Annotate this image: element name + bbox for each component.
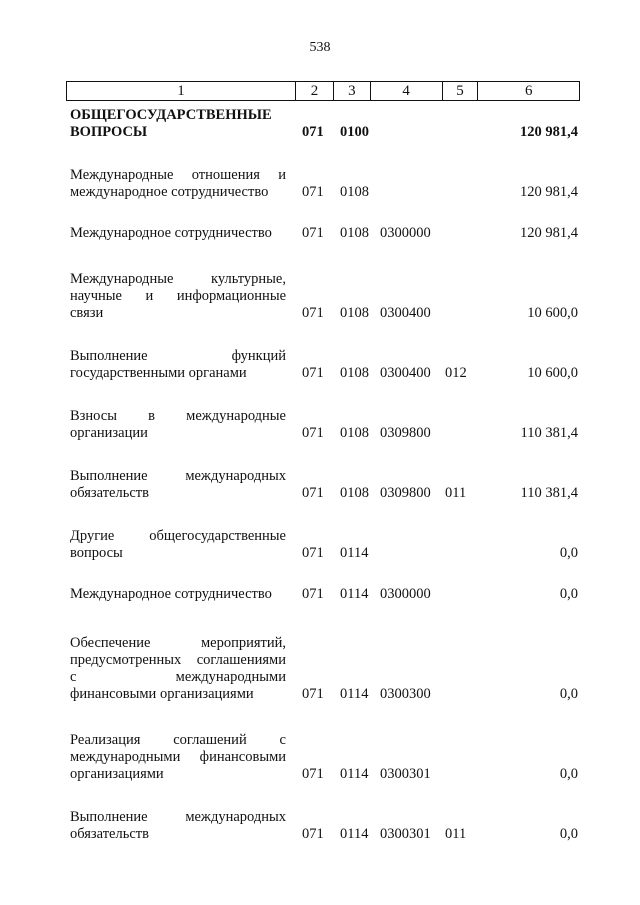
row-title [70, 167, 286, 201]
expense-type-code: 012 [445, 365, 467, 381]
expense-type-code: 011 [445, 485, 467, 501]
amount: 0,0 [559, 686, 578, 702]
amount: 0,0 [559, 766, 578, 782]
target-article-code: 0300000 [380, 586, 431, 602]
target-article-code: 0300301 [380, 826, 431, 842]
row-title [70, 732, 286, 783]
row-title-line: Другие общегосударственные [70, 528, 286, 544]
table-header [66, 81, 580, 101]
header-col-5: 5 [443, 82, 479, 100]
section-code: 071 [302, 365, 324, 381]
row-title-line: Международное сотрудничество [70, 586, 272, 602]
target-article-code: 0300301 [380, 766, 431, 782]
amount: 110 381,4 [520, 485, 578, 501]
row-title-line: международными финансовыми [70, 749, 286, 765]
row-title-line: государственными органами [70, 365, 247, 381]
section-code: 071 [302, 124, 324, 140]
row-title-line: обязательств [70, 485, 149, 501]
row-title-line: ОБЩЕГОСУДАРСТВЕННЫЕ [70, 107, 272, 123]
row-title [70, 809, 286, 843]
subsection-code: 0114 [340, 826, 369, 842]
row-title-line: ВОПРОСЫ [70, 124, 148, 140]
section-code: 071 [302, 586, 324, 602]
amount: 120 981,4 [520, 124, 578, 140]
section-code: 071 [302, 766, 324, 782]
row-title-line: Выполнение функций [70, 348, 286, 364]
subsection-code: 0114 [340, 686, 369, 702]
subsection-code: 0114 [340, 545, 369, 561]
header-col-6: 6 [524, 83, 533, 99]
row-title-line: предусмотренных соглашениями [70, 652, 286, 668]
header-col-1: 1 [67, 82, 296, 100]
section-code: 071 [302, 686, 324, 702]
amount: 110 381,4 [520, 425, 578, 441]
section-code: 071 [302, 305, 324, 321]
header-col-2: 2 [296, 82, 334, 100]
amount: 120 981,4 [520, 184, 578, 200]
row-title [70, 468, 286, 502]
row-title-line: научные и информационные [70, 288, 286, 304]
row-title-line: обязательств [70, 826, 149, 842]
amount: 10 600,0 [527, 365, 578, 381]
section-code: 071 [302, 184, 324, 200]
row-title-line: с международными [70, 669, 286, 685]
target-article-code: 0300300 [380, 686, 431, 702]
subsection-code: 0108 [340, 184, 369, 200]
row-title-line: Обеспечение мероприятий, [70, 635, 286, 651]
row-title [70, 586, 286, 603]
subsection-code: 0100 [340, 124, 369, 140]
section-code: 071 [302, 425, 324, 441]
section-code: 071 [302, 545, 324, 561]
row-title [70, 271, 286, 322]
row-title-line: Реализация соглашений с [70, 732, 286, 748]
target-article-code: 0309800 [380, 425, 431, 441]
row-title-line: организации [70, 425, 148, 441]
subsection-code: 0114 [340, 766, 369, 782]
subsection-code: 0108 [340, 485, 369, 501]
page-number: 538 [309, 40, 331, 55]
amount: 0,0 [559, 545, 578, 561]
amount: 0,0 [559, 586, 578, 602]
row-title [70, 348, 286, 382]
subsection-code: 0108 [340, 225, 369, 241]
subsection-code: 0108 [340, 305, 369, 321]
target-article-code: 0300400 [380, 365, 431, 381]
amount: 10 600,0 [527, 305, 578, 321]
row-title-line: Выполнение международных [70, 809, 286, 825]
row-title [70, 408, 286, 442]
subsection-code: 0114 [340, 586, 369, 602]
section-code: 071 [302, 225, 324, 241]
subsection-code: 0108 [340, 365, 369, 381]
row-title [70, 528, 286, 562]
row-title-line: Взносы в международные [70, 408, 286, 424]
row-title-line: Международные культурные, [70, 271, 286, 287]
row-title [70, 635, 286, 703]
row-title-line: международное сотрудничество [70, 184, 269, 200]
amount: 0,0 [559, 826, 578, 842]
row-title-line: финансовыми организациями [70, 686, 254, 702]
row-title-line: Выполнение международных [70, 468, 286, 484]
target-article-code: 0300400 [380, 305, 431, 321]
section-code: 071 [302, 485, 324, 501]
row-title-line: вопросы [70, 545, 123, 561]
amount: 120 981,4 [520, 225, 578, 241]
row-title-line: Международные отношения и [70, 167, 286, 183]
row-title-line: связи [70, 305, 104, 321]
header-col-3: 3 [334, 82, 371, 100]
section-code: 071 [302, 826, 324, 842]
row-title-line: организациями [70, 766, 164, 782]
header-col-4: 4 [371, 82, 443, 100]
row-title-line: Международное сотрудничество [70, 225, 272, 241]
row-title [70, 107, 286, 141]
expense-type-code: 011 [445, 826, 467, 842]
subsection-code: 0108 [340, 425, 369, 441]
target-article-code: 0300000 [380, 225, 431, 241]
target-article-code: 0309800 [380, 485, 431, 501]
row-title [70, 225, 286, 242]
